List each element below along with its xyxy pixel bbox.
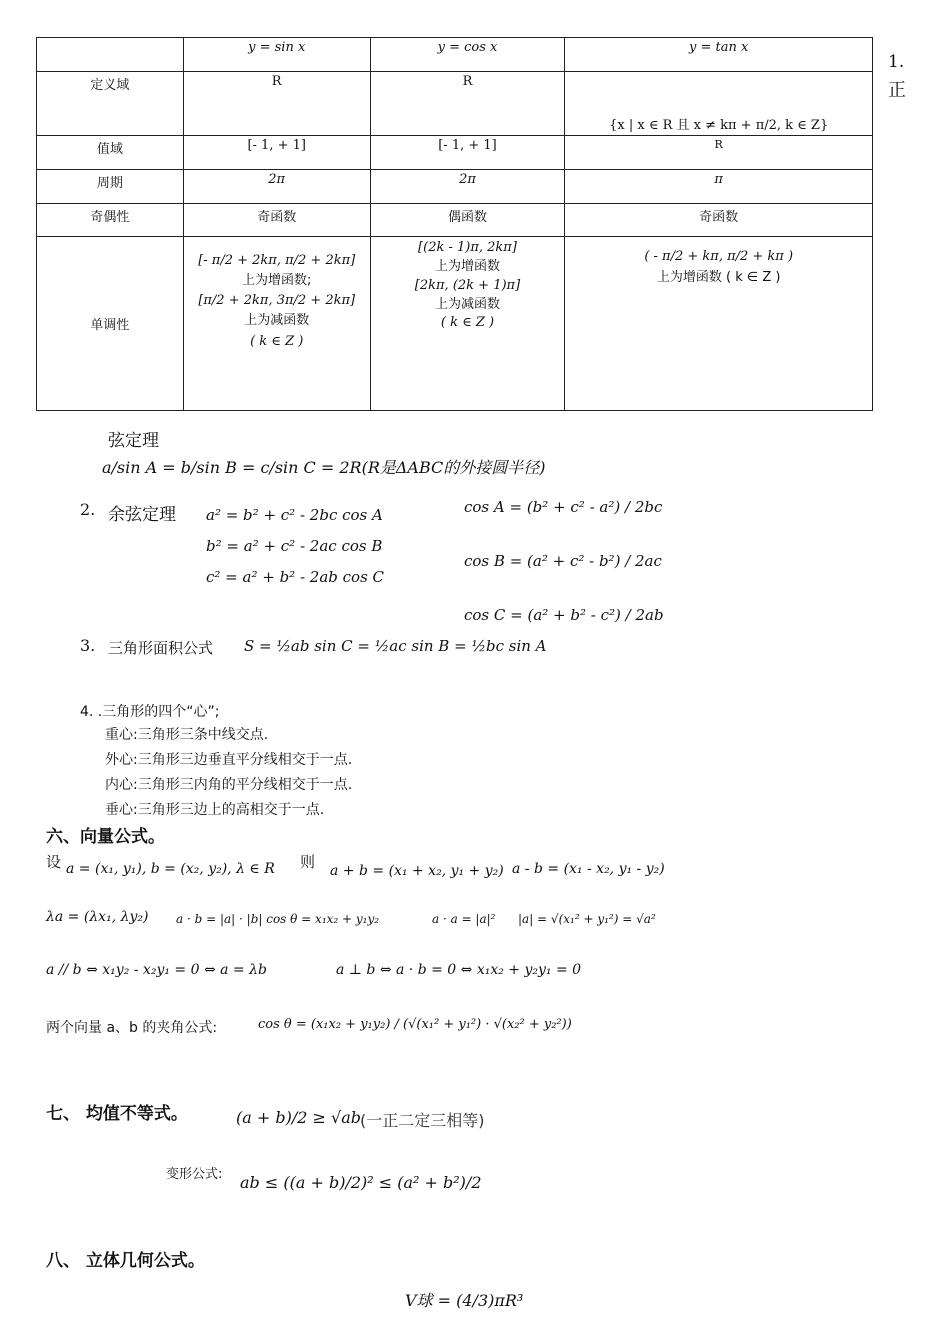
cell-range-tan: R: [565, 136, 873, 170]
sin-k-domain: ( k ∈ Z ): [250, 333, 304, 349]
mean-inequality-note: (一正二定三相等): [360, 1111, 485, 1130]
sin-increase-interval: [- π/2 + 2kπ, π/2 + 2kπ]: [198, 253, 356, 268]
cos-increase-label: 上为增函数: [434, 258, 500, 274]
table-header-blank: [37, 38, 184, 72]
variant-formula-label: 变形公式:: [166, 1167, 223, 1182]
table-row-monotonic: [37, 237, 873, 411]
cell-parity-cos: 偶函数: [370, 204, 565, 237]
orthocenter-item: 垂心:三角形三边上的高相交于一点.: [105, 802, 325, 818]
cosine-law-cosC: cos C = (a² + b² - c²) / 2ab: [464, 606, 664, 624]
cosine-law-cosA: cos A = (b² + c² - a²) / 2bc: [464, 498, 663, 516]
cell-parity-sin: 奇函数: [183, 204, 370, 237]
side-number: 1.: [888, 52, 905, 72]
vector-difference: a - b = (x₁ - x₂, y₁ - y₂): [512, 861, 665, 877]
table-header-sin: y = sin x: [183, 38, 370, 72]
table-header-cos: y = cos x: [370, 38, 565, 72]
cell-domain-sin: R: [183, 72, 370, 136]
cos-increase-interval: [(2k - 1)π, 2kπ]: [418, 240, 517, 255]
area-formula: S = ½ab sin C = ½ac sin B = ½bc sin A: [244, 637, 547, 655]
vector-angle-label: 两个向量 a、b 的夹角公式:: [46, 1020, 218, 1036]
row-label-range: 值域: [37, 136, 184, 170]
cell-period-sin: 2π: [183, 170, 370, 204]
sine-law-formula: a/sin A = b/sin B = c/sin C = 2R(R是ΔABC的外接圆半径): [102, 458, 546, 477]
circumcenter-item: 外心:三角形三边垂直平分线相交于一点.: [105, 752, 353, 768]
sin-increase-label: 上为增函数;: [242, 273, 312, 289]
row-label-period: 周期: [37, 170, 184, 204]
cos-decrease-label: 上为减函数: [434, 296, 500, 312]
cosine-law-c: c² = a² + b² - 2ab cos C: [206, 568, 385, 586]
cell-period-cos: 2π: [370, 170, 565, 204]
sin-decrease-label: 上为减函数: [244, 313, 310, 329]
cosine-law-cosB: cos B = (a² + c² - b²) / 2ac: [464, 552, 662, 570]
sphere-volume-formula: V球 = (4/3)πR³: [405, 1291, 524, 1310]
sine-law-title: 弦定理: [108, 431, 159, 451]
vector-let-label: 设: [46, 853, 62, 871]
cosine-law-a: a² = b² + c² - 2bc cos A: [206, 506, 383, 524]
vector-then-label: 则: [300, 853, 316, 871]
cos-k-domain: ( k ∈ Z ): [440, 315, 495, 331]
vector-definitions: a = (x₁, y₁), b = (x₂, y₂), λ ∈ R: [66, 861, 275, 877]
cosine-law-number: 2.: [80, 500, 96, 519]
cell-domain-tan: {x | x ∈ R 且 x ≠ kπ + π/2, k ∈ Z}: [565, 72, 873, 136]
centroid-item: 重心:三角形三条中线交点.: [105, 727, 269, 743]
cell-monotonic-sin: [183, 237, 370, 411]
cell-range-sin: [- 1, + 1]: [183, 136, 370, 170]
cosine-law-title: 余弦定理: [108, 505, 176, 525]
vector-angle-formula: cos θ = (x₁x₂ + y₁y₂) / (√(x₁² + y₁²) · √(x₂² + y₂²)): [258, 1017, 572, 1032]
incenter-item: 内心:三角形三内角的平分线相交于一点.: [105, 777, 353, 793]
vector-self-dot: a · a = |a|²: [432, 912, 496, 926]
vector-perpendicular: a ⊥ b ⇔ a · b = 0 ⇔ x₁x₂ + y₂y₁ = 0: [336, 962, 582, 978]
solid-geometry-title: 八、 立体几何公式。: [46, 1251, 205, 1271]
side-char: 正: [888, 80, 906, 101]
vector-parallel: a // b ⇔ x₁y₂ - x₂y₁ = 0 ⇔ a = λb: [46, 962, 267, 978]
area-title: 三角形面积公式: [108, 639, 214, 657]
vector-magnitude: |a| = √(x₁² + y₁²) = √a²: [518, 912, 656, 926]
row-label-monotonic: 单调性: [37, 237, 184, 411]
tan-increase-interval: ( - π/2 + kπ, π/2 + kπ ): [644, 249, 794, 264]
table-header-tan: y = tan x: [565, 38, 873, 72]
row-label-domain: 定义域: [37, 72, 184, 136]
centers-title: 4. .三角形的四个“心”;: [80, 704, 220, 720]
cell-monotonic-tan: [565, 237, 873, 411]
cell-range-cos: [- 1, + 1]: [370, 136, 565, 170]
mean-inequality-formula: (a + b)/2 ≥ √ab: [236, 1108, 361, 1127]
table-row-period: [37, 170, 873, 204]
sin-decrease-interval: [π/2 + 2kπ, 3π/2 + 2kπ]: [198, 293, 356, 309]
trig-function-table: [36, 37, 873, 411]
mean-inequality-title: 七、 均值不等式。: [46, 1104, 188, 1124]
cosine-law-b: b² = a² + c² - 2ac cos B: [206, 537, 383, 555]
cell-period-tan: π: [565, 170, 873, 204]
vector-scalar-mult: λa = (λx₁, λy₂): [46, 909, 149, 925]
cell-parity-tan: 奇函数: [565, 204, 873, 237]
table-row-domain: [37, 72, 873, 136]
table-row-range: [37, 136, 873, 170]
vector-section-title: 六、向量公式。: [46, 827, 165, 847]
table-row-parity: [37, 204, 873, 237]
row-label-parity: 奇偶性: [37, 204, 184, 237]
cell-domain-cos: R: [370, 72, 565, 136]
variant-formula: ab ≤ ((a + b)/2)² ≤ (a² + b²)/2: [240, 1173, 482, 1192]
tan-increase-label: 上为增函数 ( k ∈ Z ): [656, 269, 781, 285]
vector-sum: a + b = (x₁ + x₂, y₁ + y₂): [330, 863, 504, 879]
vector-dot-product: a · b = |a| · |b| cos θ = x₁x₂ + y₁y₂: [176, 912, 380, 926]
cell-monotonic-cos: [370, 237, 565, 411]
area-number: 3.: [80, 636, 96, 655]
table-header-row: [37, 38, 873, 72]
cos-decrease-interval: [2kπ, (2k + 1)π]: [414, 277, 521, 293]
